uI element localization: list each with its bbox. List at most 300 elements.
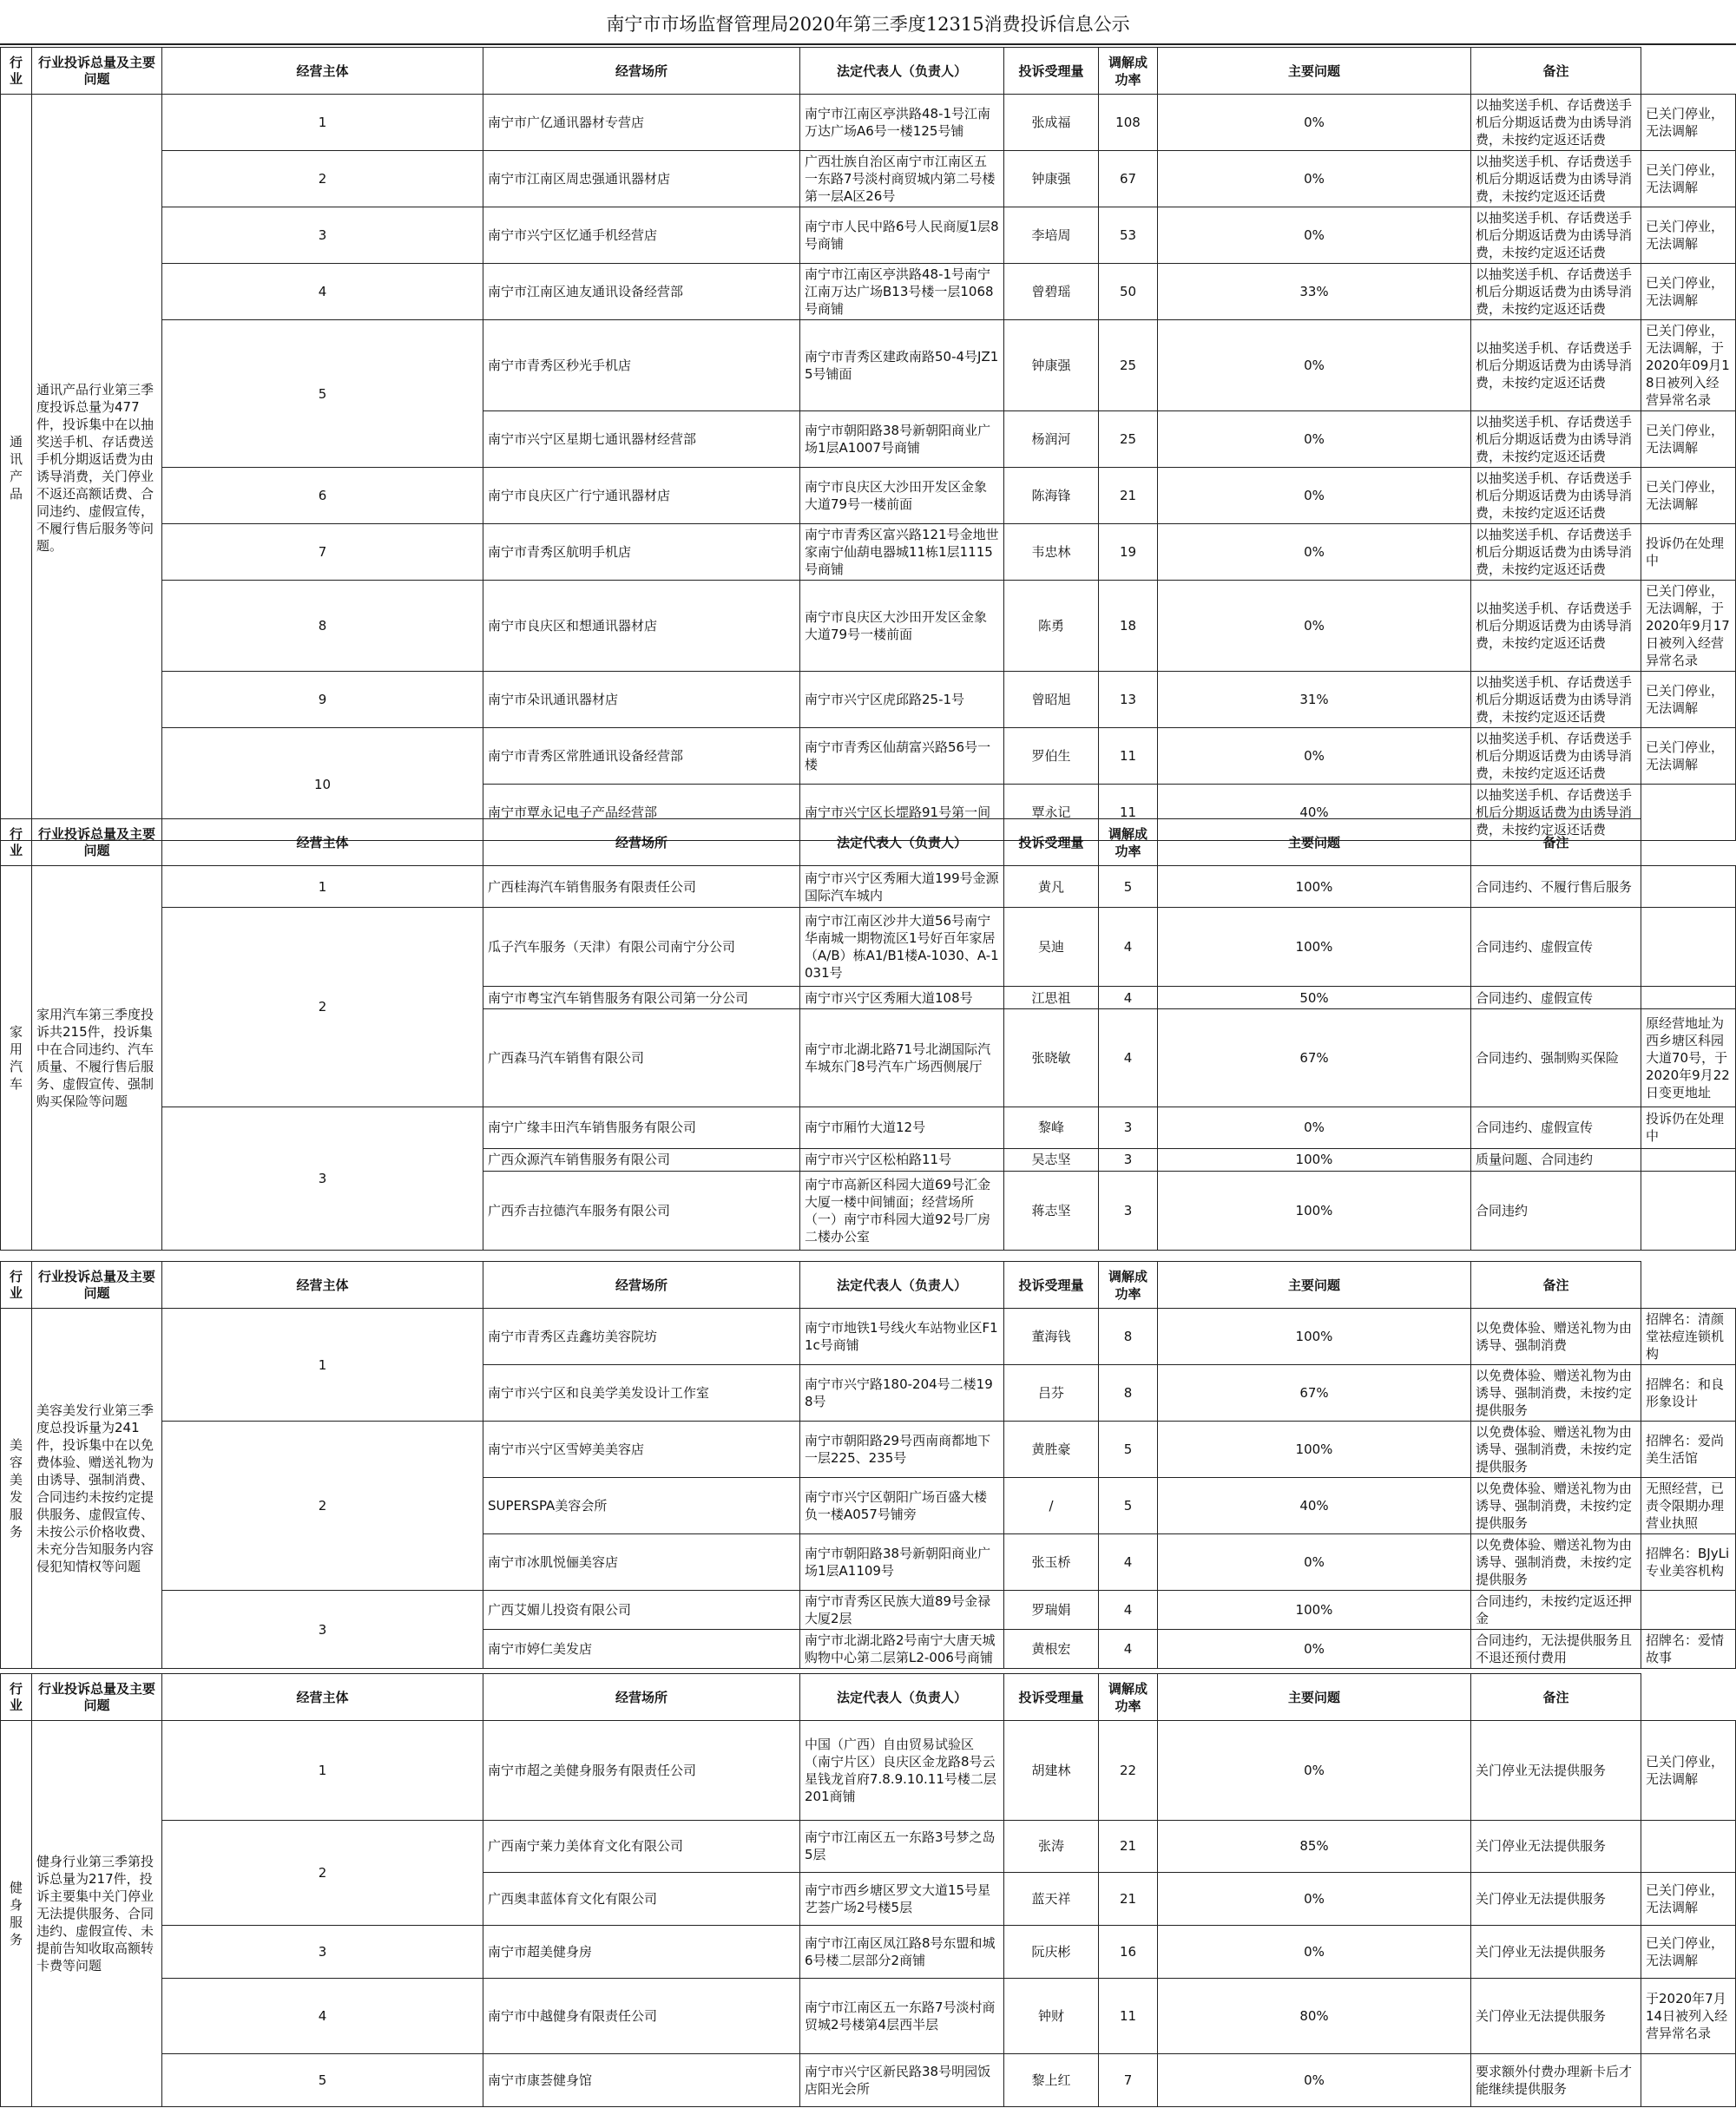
- complaint-count: 5: [1099, 866, 1158, 908]
- remark: [1641, 1591, 1736, 1630]
- row-number: 4: [162, 264, 483, 320]
- business-name: 南宁市超之美健身服务有限责任公司: [483, 1721, 800, 1821]
- legal-representative: 黄根宏: [1004, 1630, 1099, 1669]
- industry-section-table: [0, 47, 1736, 841]
- remark: 招牌名：清颜堂祛痘连锁机构: [1641, 1309, 1736, 1365]
- mediation-rate: 0%: [1158, 151, 1471, 207]
- complaint-count: 3: [1099, 1172, 1158, 1251]
- complaint-count: 4: [1099, 986, 1158, 1009]
- main-issue: 关门停业无法提供服务: [1471, 1925, 1641, 1978]
- header-summary: 行业投诉总量及主要问题: [32, 48, 162, 95]
- legal-representative: 覃永记: [1004, 785, 1099, 841]
- remark: [1641, 1820, 1736, 1873]
- business-address: 南宁市兴宁路180-204号二楼198号: [800, 1365, 1004, 1422]
- business-name: 南宁市覃永记电子产品经营部: [483, 785, 800, 841]
- business-name: 瓜子汽车服务（天津）有限公司南宁分公司: [483, 908, 800, 987]
- business-address: 南宁市江南区五一东路7号淡村商贸城2号楼第4层西半层: [800, 1978, 1004, 2054]
- header-rate: 调解成功率: [1099, 1262, 1158, 1309]
- header-place: 经营场所: [483, 819, 800, 866]
- remark: 已关门停业，无法调解: [1641, 411, 1736, 468]
- complaint-count: 3: [1099, 1148, 1158, 1172]
- row-number: 2: [162, 151, 483, 207]
- main-issue: 合同违约、虚假宣传: [1471, 986, 1641, 1009]
- complaint-count: 21: [1099, 1820, 1158, 1873]
- complaint-count: 53: [1099, 207, 1158, 264]
- remark: [1641, 1172, 1736, 1251]
- main-issue: 合同违约、虚假宣传: [1471, 1107, 1641, 1148]
- header-summary: 行业投诉总量及主要问题: [32, 1674, 162, 1721]
- legal-representative: 曾碧瑶: [1004, 264, 1099, 320]
- main-issue: 以抽奖送手机、存话费送手机后分期返话费为由诱导消费，未按约定返还话费: [1471, 785, 1641, 841]
- business-address: 南宁市人民中路6号人民商厦1层8号商铺: [800, 207, 1004, 264]
- mediation-rate: 85%: [1158, 1820, 1471, 1873]
- header-issue: 主要问题: [1158, 819, 1471, 866]
- main-issue: 以免费体验、赠送礼物为由诱导、强制消费，未按约定提供服务: [1471, 1422, 1641, 1478]
- header-place: 经营场所: [483, 48, 800, 95]
- industry-summary: 通讯产品行业第三季度投诉总量为477件，投诉集中在以抽奖送手机、存话费送手机分期返话费为由诱导消费，关门停业不返还高额话费、合同违约、虚假宣传，不履行售后服务等问题。: [32, 95, 162, 841]
- table-row: [1, 207, 1736, 264]
- mediation-rate: 80%: [1158, 1978, 1471, 2054]
- row-number: 5: [162, 320, 483, 468]
- main-issue: 以抽奖送手机、存话费送手机后分期返话费为由诱导消费，未按约定返还话费: [1471, 728, 1641, 785]
- business-name: 南宁广缘丰田汽车销售服务有限公司: [483, 1107, 800, 1148]
- remark: 已关门停业，无法调解，于2020年09月18日被列入经营异常名录: [1641, 320, 1736, 411]
- remark: 招牌名：爱尚美生活馆: [1641, 1422, 1736, 1478]
- mediation-rate: 0%: [1158, 95, 1471, 151]
- legal-representative: 陈勇: [1004, 581, 1099, 672]
- remark: 已关门停业，无法调解，于2020年9月17日被列入经营异常名录: [1641, 581, 1736, 672]
- business-name: 南宁市兴宁区雪婷美美容店: [483, 1422, 800, 1478]
- mediation-rate: 0%: [1158, 207, 1471, 264]
- mediation-rate: 100%: [1158, 908, 1471, 987]
- business-address: 南宁市兴宁区朝阳广场百盛大楼负一楼A057号铺旁: [800, 1478, 1004, 1534]
- header-issue: 主要问题: [1158, 1674, 1471, 1721]
- row-number: 9: [162, 672, 483, 728]
- business-address: 南宁市江南区亭洪路48-1号江南万达广场A6号一楼125号铺: [800, 95, 1004, 151]
- business-name: 南宁市冰肌悦俪美容店: [483, 1534, 800, 1591]
- mediation-rate: 40%: [1158, 1478, 1471, 1534]
- business-address: 南宁市地铁1号线火车站物业区F11c号商铺: [800, 1309, 1004, 1365]
- business-address: 南宁市厢竹大道12号: [800, 1107, 1004, 1148]
- main-issue: 以抽奖送手机、存话费送手机后分期返话费为由诱导消费，未按约定返还话费: [1471, 320, 1641, 411]
- mediation-rate: 50%: [1158, 986, 1471, 1009]
- table-row: [1, 524, 1736, 581]
- complaint-count: 4: [1099, 1009, 1158, 1107]
- business-name: 南宁市朵讯通讯器材店: [483, 672, 800, 728]
- legal-representative: 罗瑞娟: [1004, 1591, 1099, 1630]
- legal-representative: 杨润河: [1004, 411, 1099, 468]
- header-name: 经营主体: [162, 1262, 483, 1309]
- remark: [1641, 908, 1736, 987]
- table-row: [1, 2054, 1736, 2107]
- legal-representative: 张涛: [1004, 1820, 1099, 1873]
- complaint-count: 13: [1099, 672, 1158, 728]
- main-issue: 以抽奖送手机、存话费送手机后分期返话费为由诱导消费，未按约定返还话费: [1471, 524, 1641, 581]
- table-row: [1, 866, 1736, 908]
- mediation-rate: 100%: [1158, 1309, 1471, 1365]
- business-address: 南宁市青秀区建政南路50-4号JZ15号铺面: [800, 320, 1004, 411]
- table-row: [1, 1978, 1736, 2054]
- business-address: 南宁市良庆区大沙田开发区金象大道79号一楼前面: [800, 581, 1004, 672]
- row-number: 2: [162, 1820, 483, 1925]
- table-row: [1, 151, 1736, 207]
- complaint-count: 8: [1099, 1365, 1158, 1422]
- legal-representative: 钟财: [1004, 1978, 1099, 2054]
- business-address: 南宁市西乡塘区罗文大道15号星艺荟广场2号楼5层: [800, 1873, 1004, 1926]
- page-title: 南宁市市场监督管理局2020年第三季度12315消费投诉信息公示: [606, 14, 1130, 35]
- complaint-count: 25: [1099, 411, 1158, 468]
- row-number: 3: [162, 1591, 483, 1669]
- business-address: 南宁市青秀区富兴路121号金地世家南宁仙葫电器城11栋1层1115号商铺: [800, 524, 1004, 581]
- table-row: [1, 1422, 1736, 1478]
- legal-representative: 吕芬: [1004, 1365, 1099, 1422]
- complaint-count: 4: [1099, 1630, 1158, 1669]
- header-note: 备注: [1471, 1262, 1641, 1309]
- mediation-rate: 0%: [1158, 1721, 1471, 1821]
- legal-representative: 韦忠林: [1004, 524, 1099, 581]
- mediation-rate: 40%: [1158, 785, 1471, 841]
- remark: 招牌名：和良形象设计: [1641, 1365, 1736, 1422]
- main-issue: 以抽奖送手机、存话费送手机后分期返话费为由诱导消费，未按约定返还话费: [1471, 151, 1641, 207]
- header-name: 经营主体: [162, 1674, 483, 1721]
- mediation-rate: 0%: [1158, 1925, 1471, 1978]
- main-issue: 关门停业无法提供服务: [1471, 1873, 1641, 1926]
- main-issue: 以抽奖送手机、存话费送手机后分期返话费为由诱导消费，未按约定返还话费: [1471, 411, 1641, 468]
- table-header-row: [1, 819, 1736, 866]
- mediation-rate: 100%: [1158, 1172, 1471, 1251]
- business-name: 广西乔吉拉德汽车服务有限公司: [483, 1172, 800, 1251]
- business-address: 南宁市兴宁区虎邱路25-1号: [800, 672, 1004, 728]
- legal-representative: /: [1004, 1478, 1099, 1534]
- main-issue: 合同违约、虚假宣传: [1471, 908, 1641, 987]
- main-issue: 关门停业无法提供服务: [1471, 1721, 1641, 1821]
- main-issue: 以免费体验、赠送礼物为由诱导、强制消费: [1471, 1309, 1641, 1365]
- complaint-count: 3: [1099, 1107, 1158, 1148]
- mediation-rate: 0%: [1158, 468, 1471, 524]
- remark: [1641, 1148, 1736, 1172]
- complaint-count: 5: [1099, 1478, 1158, 1534]
- complaint-count: 22: [1099, 1721, 1158, 1821]
- header-rep: 法定代表人（负责人）: [800, 1262, 1004, 1309]
- row-number: 7: [162, 524, 483, 581]
- business-name: 南宁市江南区迪友通讯设备经营部: [483, 264, 800, 320]
- business-address: 南宁市兴宁区秀厢大道199号金源国际汽车城内: [800, 866, 1004, 908]
- main-issue: 以抽奖送手机、存话费送手机后分期返话费为由诱导消费，未按约定返还话费: [1471, 95, 1641, 151]
- table-header-row: [1, 48, 1736, 95]
- complaint-count: 67: [1099, 151, 1158, 207]
- table-header-row: [1, 1262, 1736, 1309]
- business-address: 南宁市青秀区仙葫富兴路56号一楼: [800, 728, 1004, 785]
- business-address: 南宁市青秀区民族大道89号金禄大厦2层: [800, 1591, 1004, 1630]
- business-name: 南宁市广亿通讯器材专营店: [483, 95, 800, 151]
- complaint-count: 16: [1099, 1925, 1158, 1978]
- industry-section-table: [0, 1673, 1736, 2107]
- business-name: 南宁市江南区周忠强通讯器材店: [483, 151, 800, 207]
- main-issue: 以免费体验、赠送礼物为由诱导、强制消费，未按约定提供服务: [1471, 1365, 1641, 1422]
- complaint-count: 21: [1099, 1873, 1158, 1926]
- legal-representative: 黎峰: [1004, 1107, 1099, 1148]
- legal-representative: 张晓敏: [1004, 1009, 1099, 1107]
- legal-representative: 蒋志坚: [1004, 1172, 1099, 1251]
- remark: 于2020年7月14日被列入经营异常名录: [1641, 1978, 1736, 2054]
- mediation-rate: 31%: [1158, 672, 1471, 728]
- complaint-count: 21: [1099, 468, 1158, 524]
- header-rate: 调解成功率: [1099, 1674, 1158, 1721]
- legal-representative: 钟康强: [1004, 320, 1099, 411]
- row-number: 1: [162, 1309, 483, 1422]
- business-name: 南宁市兴宁区星期七通讯器材经营部: [483, 411, 800, 468]
- legal-representative: 蓝天祥: [1004, 1873, 1099, 1926]
- complaint-count: 7: [1099, 2054, 1158, 2107]
- business-name: 南宁市青秀区常胜通讯设备经营部: [483, 728, 800, 785]
- business-name: 南宁市青秀区航明手机店: [483, 524, 800, 581]
- mediation-rate: 0%: [1158, 411, 1471, 468]
- table-row: [1, 95, 1736, 151]
- remark: 已关门停业，无法调解: [1641, 1721, 1736, 1821]
- business-name: 南宁市青秀区秒光手机店: [483, 320, 800, 411]
- business-address: 南宁市朝阳路38号新朝阳商业广场1层A1109号: [800, 1534, 1004, 1591]
- main-issue: 质量问题、合同违约: [1471, 1148, 1641, 1172]
- header-count: 投诉受理量: [1004, 1262, 1099, 1309]
- business-address: 南宁市兴宁区长堽路91号第一间: [800, 785, 1004, 841]
- remark: 已关门停业，无法调解: [1641, 728, 1736, 785]
- header-summary: 行业投诉总量及主要问题: [32, 819, 162, 866]
- legal-representative: 李培周: [1004, 207, 1099, 264]
- business-address: 南宁市兴宁区松柏路11号: [800, 1148, 1004, 1172]
- mediation-rate: 67%: [1158, 1009, 1471, 1107]
- remark: 已关门停业，无法调解: [1641, 207, 1736, 264]
- business-address: 南宁市朝阳路29号西南商都地下一层225、235号: [800, 1422, 1004, 1478]
- table-row: [1, 468, 1736, 524]
- remark: 投诉仍在处理中: [1641, 1107, 1736, 1148]
- header-note: 备注: [1471, 48, 1641, 95]
- business-name: 南宁市良庆区广行宁通讯器材店: [483, 468, 800, 524]
- mediation-rate: 0%: [1158, 581, 1471, 672]
- main-issue: 合同违约: [1471, 1172, 1641, 1251]
- business-name: 南宁市康荟健身馆: [483, 2054, 800, 2107]
- legal-representative: 张成福: [1004, 95, 1099, 151]
- main-issue: 以抽奖送手机、存话费送手机后分期返话费为由诱导消费，未按约定返还话费: [1471, 468, 1641, 524]
- table-row: [1, 264, 1736, 320]
- complaint-count: 4: [1099, 1591, 1158, 1630]
- complaint-count: 5: [1099, 1422, 1158, 1478]
- main-issue: 以免费体验、赠送礼物为由诱导、强制消费，未按约定提供服务: [1471, 1534, 1641, 1591]
- main-issue: 以抽奖送手机、存话费送手机后分期返话费为由诱导消费，未按约定返还话费: [1471, 207, 1641, 264]
- remark: 已关门停业，无法调解: [1641, 672, 1736, 728]
- business-address: 中国（广西）自由贸易试验区（南宁片区）良庆区金龙路8号云星钱龙首府7.8.9.10.11号楼二层201商铺: [800, 1721, 1004, 1821]
- industry-name: 健身服务: [1, 1721, 32, 2107]
- business-address: 南宁市良庆区大沙田开发区金象大道79号一楼前面: [800, 468, 1004, 524]
- header-industry: 行业: [1, 819, 32, 866]
- header-rate: 调解成功率: [1099, 819, 1158, 866]
- row-number: 1: [162, 1721, 483, 1821]
- business-address: 南宁市江南区五一东路3号梦之岛5层: [800, 1820, 1004, 1873]
- business-name: 南宁市中越健身有限责任公司: [483, 1978, 800, 2054]
- remark: [1641, 986, 1736, 1009]
- industry-name: 通讯产品: [1, 95, 32, 841]
- remark: 原经营地址为西乡塘区科园大道70号，于2020年9月22日变更地址: [1641, 1009, 1736, 1107]
- mediation-rate: 0%: [1158, 728, 1471, 785]
- table-row: [1, 1721, 1736, 1821]
- header-note: 备注: [1471, 1674, 1641, 1721]
- business-name: 南宁市粤宝汽车销售服务有限公司第一分公司: [483, 986, 800, 1009]
- table-row: [1, 1309, 1736, 1365]
- mediation-rate: 0%: [1158, 1873, 1471, 1926]
- legal-representative: 罗伯生: [1004, 728, 1099, 785]
- legal-representative: 张玉桥: [1004, 1534, 1099, 1591]
- main-issue: 以抽奖送手机、存话费送手机后分期返话费为由诱导消费，未按约定返还话费: [1471, 264, 1641, 320]
- business-name: 南宁市兴宁区忆通手机经营店: [483, 207, 800, 264]
- business-name: 南宁市超美健身房: [483, 1925, 800, 1978]
- row-number: 3: [162, 1925, 483, 1978]
- industry-summary: 美容美发行业第三季度总投诉量为241件，投诉集中在以免费体验、赠送礼物为由诱导、强制消费、合同违约未按约定提供服务、虚假宣传、未按公示价格收费、未充分告知服务内容侵犯知情权等问题: [32, 1309, 162, 1669]
- mediation-rate: 0%: [1158, 2054, 1471, 2107]
- legal-representative: 胡建林: [1004, 1721, 1099, 1821]
- main-issue: 关门停业无法提供服务: [1471, 1820, 1641, 1873]
- business-address: 广西壮族自治区南宁市江南区五一东路7号淡村商贸城内第二号楼第一层A区26号: [800, 151, 1004, 207]
- main-issue: 合同违约，未按约定返还押金: [1471, 1591, 1641, 1630]
- legal-representative: 黎上红: [1004, 2054, 1099, 2107]
- business-address: 南宁市兴宁区新民路38号明园饭店阳光会所: [800, 2054, 1004, 2107]
- main-issue: 以免费体验、赠送礼物为由诱导、强制消费，未按约定提供服务: [1471, 1478, 1641, 1534]
- legal-representative: 江思祖: [1004, 986, 1099, 1009]
- table-row: [1, 1820, 1736, 1873]
- legal-representative: 黄凡: [1004, 866, 1099, 908]
- legal-representative: 阮庆彬: [1004, 1925, 1099, 1978]
- industry-section-table: [0, 1261, 1736, 1669]
- mediation-rate: 0%: [1158, 1534, 1471, 1591]
- business-name: 广西奥聿蓝体育文化有限公司: [483, 1873, 800, 1926]
- remark: 已关门停业，无法调解: [1641, 1873, 1736, 1926]
- business-name: 南宁市良庆区和想通讯器材店: [483, 581, 800, 672]
- row-number: 2: [162, 908, 483, 1107]
- business-address: 南宁市江南区凤江路8号东盟和城6号楼二层部分2商铺: [800, 1925, 1004, 1978]
- remark: 已关门停业，无法调解: [1641, 468, 1736, 524]
- header-issue: 主要问题: [1158, 1262, 1471, 1309]
- remark: 无照经营，已责令限期办理营业执照: [1641, 1478, 1736, 1534]
- business-address: 南宁市朝阳路38号新朝阳商业广场1层A1007号商铺: [800, 411, 1004, 468]
- row-number: 6: [162, 468, 483, 524]
- header-rep: 法定代表人（负责人）: [800, 819, 1004, 866]
- table-row: [1, 908, 1736, 987]
- title-divider: [0, 43, 1736, 45]
- complaint-count: 108: [1099, 95, 1158, 151]
- header-count: 投诉受理量: [1004, 48, 1099, 95]
- business-name: 广西众源汽车销售服务有限公司: [483, 1148, 800, 1172]
- main-issue: 合同违约，无法提供服务且不退还预付费用: [1471, 1630, 1641, 1669]
- remark: 招牌名：BJyLi专业美容机构: [1641, 1534, 1736, 1591]
- business-address: 南宁市江南区沙井大道56号南宁华南城一期物流区1号好百年家居（A/B）栋A1/B1楼A-1030、A-1031号: [800, 908, 1004, 987]
- table-row: [1, 320, 1736, 411]
- header-note: 备注: [1471, 819, 1641, 866]
- header-name: 经营主体: [162, 48, 483, 95]
- legal-representative: 曾昭旭: [1004, 672, 1099, 728]
- complaint-count: 18: [1099, 581, 1158, 672]
- mediation-rate: 0%: [1158, 1107, 1471, 1148]
- business-name: 南宁市兴宁区和良美学美发设计工作室: [483, 1365, 800, 1422]
- remark: [1641, 866, 1736, 908]
- mediation-rate: 100%: [1158, 1422, 1471, 1478]
- mediation-rate: 0%: [1158, 320, 1471, 411]
- mediation-rate: 100%: [1158, 866, 1471, 908]
- remark: 已关门停业，无法调解: [1641, 1925, 1736, 1978]
- business-address: 南宁市北湖北路2号南宁大唐天城购物中心第二层第L2-006号商铺: [800, 1630, 1004, 1669]
- legal-representative: 陈海锋: [1004, 468, 1099, 524]
- legal-representative: 吴迪: [1004, 908, 1099, 987]
- header-industry: 行业: [1, 1262, 32, 1309]
- table-row: [1, 1107, 1736, 1148]
- complaint-count: 4: [1099, 1534, 1158, 1591]
- industry-summary: 家用汽车第三季度投诉共215件，投诉集中在合同违约、汽车质量、不履行售后服务、虚假宣传、强制购买保险等问题: [32, 866, 162, 1251]
- main-issue: 关门停业无法提供服务: [1471, 1978, 1641, 2054]
- remark: [1641, 2054, 1736, 2107]
- header-industry: 行业: [1, 48, 32, 95]
- complaint-count: 25: [1099, 320, 1158, 411]
- complaint-count: 11: [1099, 1978, 1158, 2054]
- industry-section-table: [0, 818, 1736, 1251]
- header-count: 投诉受理量: [1004, 819, 1099, 866]
- header-summary: 行业投诉总量及主要问题: [32, 1262, 162, 1309]
- row-number: 2: [162, 1422, 483, 1591]
- industry-name: 美容美发服务: [1, 1309, 32, 1669]
- header-place: 经营场所: [483, 1262, 800, 1309]
- complaint-count: 4: [1099, 908, 1158, 987]
- header-rate: 调解成功率: [1099, 48, 1158, 95]
- row-number: 5: [162, 2054, 483, 2107]
- business-name: 南宁市婷仁美发店: [483, 1630, 800, 1669]
- main-issue: 以抽奖送手机、存话费送手机后分期返话费为由诱导消费，未按约定返还话费: [1471, 581, 1641, 672]
- main-issue: 要求额外付费办理新卡后才能继续提供服务: [1471, 2054, 1641, 2107]
- row-number: 1: [162, 95, 483, 151]
- industry-name: 家用汽车: [1, 866, 32, 1251]
- header-industry: 行业: [1, 1674, 32, 1721]
- business-name: 南宁市青秀区垚鑫坊美容院坊: [483, 1309, 800, 1365]
- table-row: [1, 672, 1736, 728]
- table-header-row: [1, 1674, 1736, 1721]
- table-row: [1, 581, 1736, 672]
- business-name: 广西南宁莱力美体育文化有限公司: [483, 1820, 800, 1873]
- table-row: [1, 1591, 1736, 1630]
- mediation-rate: 67%: [1158, 1365, 1471, 1422]
- main-issue: 以抽奖送手机、存话费送手机后分期返话费为由诱导消费，未按约定返还话费: [1471, 672, 1641, 728]
- row-number: 3: [162, 1107, 483, 1250]
- complaint-count: 50: [1099, 264, 1158, 320]
- mediation-rate: 0%: [1158, 524, 1471, 581]
- header-issue: 主要问题: [1158, 48, 1471, 95]
- legal-representative: 吴志坚: [1004, 1148, 1099, 1172]
- business-address: 南宁市北湖北路71号北湖国际汽车城东门8号汽车广场西侧展厅: [800, 1009, 1004, 1107]
- legal-representative: 董海钱: [1004, 1309, 1099, 1365]
- header-rep: 法定代表人（负责人）: [800, 48, 1004, 95]
- row-number: 10: [162, 728, 483, 841]
- row-number: 8: [162, 581, 483, 672]
- remark: 已关门停业，无法调解: [1641, 151, 1736, 207]
- business-address: 南宁市江南区亭洪路48-1号南宁江南万达广场B13号楼一层1068号商铺: [800, 264, 1004, 320]
- business-name: 广西桂海汽车销售服务有限责任公司: [483, 866, 800, 908]
- main-issue: 合同违约、不履行售后服务: [1471, 866, 1641, 908]
- header-place: 经营场所: [483, 1674, 800, 1721]
- business-name: SUPERSPA美容会所: [483, 1478, 800, 1534]
- row-number: 4: [162, 1978, 483, 2054]
- business-name: 广西森马汽车销售有限公司: [483, 1009, 800, 1107]
- complaint-count: 8: [1099, 1309, 1158, 1365]
- mediation-rate: 100%: [1158, 1591, 1471, 1630]
- complaint-count: 11: [1099, 785, 1158, 841]
- complaint-count: 11: [1099, 728, 1158, 785]
- business-address: 南宁市高新区科园大道69号汇金大厦一楼中间铺面；经营场所（一）南宁市科园大道92号厂房二楼办公室: [800, 1172, 1004, 1251]
- header-rep: 法定代表人（负责人）: [800, 1674, 1004, 1721]
- row-number: 1: [162, 866, 483, 908]
